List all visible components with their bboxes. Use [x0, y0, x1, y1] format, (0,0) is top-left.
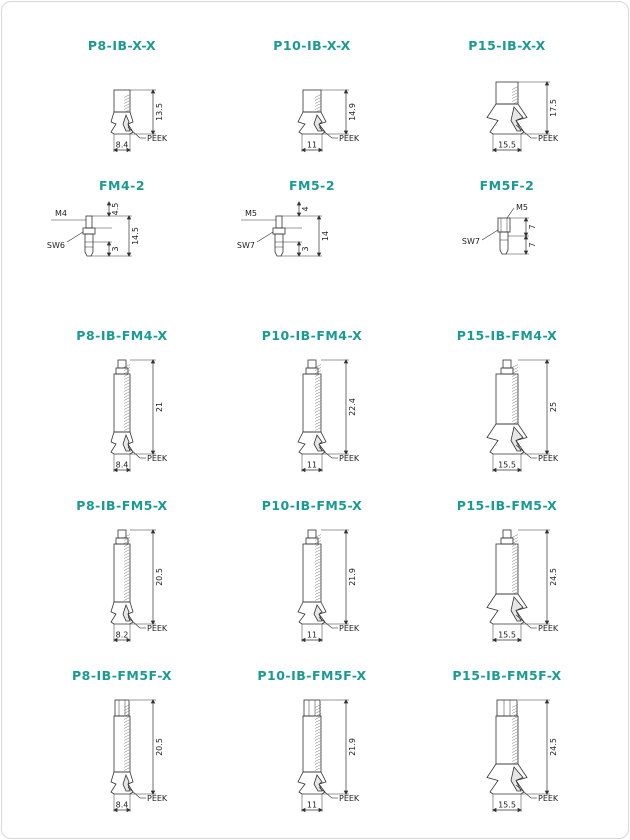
- body-hatch: [124, 535, 130, 601]
- catalog-sheet: [1, 1, 629, 839]
- arrow-head: [127, 253, 130, 256]
- cup-body: [114, 716, 130, 772]
- female-socket: [497, 700, 517, 716]
- arrow-head: [344, 530, 347, 533]
- hex-label: SW7: [461, 237, 480, 246]
- arrow-head: [127, 216, 130, 219]
- arrow-head: [518, 468, 521, 471]
- peek-leader: [516, 125, 531, 138]
- thread-stud: [308, 530, 316, 538]
- width-dimension: [302, 801, 322, 812]
- arrow-head: [317, 253, 320, 256]
- female-socket: [115, 700, 129, 716]
- cup-body: [114, 544, 130, 602]
- width-dimension-label: 8.2: [115, 630, 129, 640]
- hex-nut: [116, 538, 128, 544]
- width-dimension: [493, 141, 521, 152]
- material-label: PEEK: [147, 134, 168, 143]
- hex-label: SW7: [236, 241, 255, 250]
- lower-dimension-label: 7: [528, 242, 537, 248]
- product-title: FM5-2: [288, 178, 336, 193]
- arrow-head: [107, 253, 110, 256]
- height-dimension: [545, 530, 558, 624]
- width-dimension: [493, 801, 521, 812]
- height-dimension: [545, 360, 558, 454]
- height-dimension-label: 21.9: [348, 568, 357, 586]
- height-dimension: [127, 216, 140, 256]
- arrow-head: [518, 808, 521, 811]
- material-label: PEEK: [339, 794, 360, 803]
- hex-leader: [482, 230, 498, 240]
- female-socket: [498, 218, 510, 232]
- arrow-head: [297, 202, 300, 205]
- height-dimension-label: 14.9: [348, 103, 357, 121]
- lower-dimension: [297, 242, 310, 256]
- thread-stud: [503, 530, 511, 538]
- width-dimension-label: 11: [306, 800, 318, 810]
- upper-dimension-label: 7: [528, 224, 537, 230]
- material-label: PEEK: [147, 454, 168, 463]
- peek-leader: [516, 785, 531, 798]
- product-title: P8-IB-FM5F-X: [71, 668, 173, 683]
- height-dimension-label: 13.5: [155, 103, 164, 121]
- technical-drawing: [217, 56, 407, 186]
- height-dimension: [344, 530, 357, 624]
- hex-nut: [501, 538, 513, 544]
- arrow-head: [545, 700, 548, 703]
- material-label: PEEK: [538, 134, 559, 143]
- body-hatch: [124, 95, 130, 113]
- thread-stud: [276, 216, 282, 228]
- cup-body: [114, 374, 130, 432]
- product-cell: [27, 178, 217, 338]
- peek-leader: [319, 617, 332, 628]
- arrow-head: [493, 468, 496, 471]
- height-dimension-label: 21: [155, 401, 164, 413]
- arrow-head: [524, 236, 527, 239]
- height-dimension: [151, 530, 164, 624]
- arrow-head: [344, 360, 347, 363]
- height-dimension-label: 24.5: [549, 568, 558, 586]
- arrow-head: [319, 638, 322, 641]
- hex-label: SW6: [46, 241, 65, 250]
- arrow-head: [302, 638, 305, 641]
- cup-body: [114, 90, 130, 112]
- technical-drawing: [27, 516, 217, 646]
- width-dimension: [302, 461, 322, 472]
- technical-drawing: [27, 196, 217, 326]
- product-title: P10-IB-FM5F-X: [257, 668, 367, 683]
- peek-leader: [319, 447, 332, 458]
- peek-leader: [516, 445, 531, 458]
- body-hatch: [315, 535, 321, 601]
- product-title: P10-IB-X-X: [273, 38, 351, 53]
- product-cell: [412, 178, 602, 338]
- cup-body: [303, 716, 321, 772]
- arrow-head: [545, 82, 548, 85]
- technical-drawing: [27, 346, 217, 476]
- cup-body: [496, 716, 518, 764]
- height-dimension: [344, 360, 357, 454]
- technical-drawing: [412, 346, 602, 476]
- thread-label: M4: [55, 209, 67, 218]
- material-label: PEEK: [339, 134, 360, 143]
- thread-label: M5: [245, 209, 257, 218]
- arrow-head: [493, 148, 496, 151]
- barb-stem: [85, 234, 93, 256]
- arrow-head: [107, 242, 110, 245]
- product-title: P15-IB-FM5-X: [456, 498, 558, 513]
- product-title: FM5F-2: [479, 178, 535, 193]
- technical-drawing: [217, 346, 407, 476]
- hex-leader: [67, 232, 83, 242]
- height-dimension-label: 20.5: [155, 738, 164, 756]
- height-dimension-label: 25: [549, 401, 558, 413]
- thread-label: M5: [516, 203, 528, 212]
- product-cell: [412, 668, 602, 828]
- arrow-head: [297, 213, 300, 216]
- thread-stud: [118, 530, 126, 538]
- barb-stem: [500, 232, 508, 254]
- height-dimension-label: 17.5: [549, 99, 558, 117]
- arrow-head: [302, 148, 305, 151]
- arrow-head: [319, 468, 322, 471]
- arrow-head: [302, 468, 305, 471]
- width-dimension: [114, 141, 130, 152]
- product-cell: [27, 668, 217, 828]
- hex-leader: [257, 232, 273, 242]
- arrow-head: [518, 638, 521, 641]
- width-dimension-label: 15.5: [498, 800, 516, 810]
- arrow-head: [344, 90, 347, 93]
- upper-dimension: [524, 218, 537, 236]
- width-dimension: [302, 631, 322, 642]
- thread-stud: [118, 360, 126, 368]
- height-dimension: [151, 90, 164, 134]
- cup-body: [496, 82, 518, 104]
- height-dimension: [317, 216, 330, 256]
- arrow-head: [524, 218, 527, 221]
- arrow-head: [151, 90, 154, 93]
- width-dimension-label: 15.5: [498, 460, 516, 470]
- product-cell: [27, 498, 217, 658]
- body-hatch: [512, 87, 518, 105]
- height-dimension: [344, 700, 357, 794]
- top-dimension-label: 4.5: [111, 202, 120, 216]
- product-cell: [412, 328, 602, 488]
- width-dimension-label: 11: [306, 140, 318, 150]
- arrow-head: [524, 251, 527, 254]
- material-label: PEEK: [339, 454, 360, 463]
- barb-stem: [275, 234, 283, 256]
- arrow-head: [493, 638, 496, 641]
- product-cell: [217, 178, 407, 338]
- arrow-head: [297, 242, 300, 245]
- product-title: P8-IB-FM4-X: [76, 328, 168, 343]
- arrow-head: [344, 700, 347, 703]
- height-dimension: [545, 82, 558, 134]
- peek-leader: [319, 787, 332, 798]
- body-hatch: [315, 95, 321, 113]
- width-dimension-label: 8.4: [115, 140, 129, 150]
- width-dimension-label: 11: [306, 630, 318, 640]
- arrow-head: [297, 253, 300, 256]
- material-label: PEEK: [147, 794, 168, 803]
- top-dimension: [107, 202, 120, 216]
- arrow-head: [319, 148, 322, 151]
- width-dimension: [302, 141, 322, 152]
- technical-drawing: [412, 56, 602, 186]
- technical-drawing: [217, 686, 407, 816]
- height-dimension: [151, 360, 164, 454]
- technical-drawing: [217, 196, 407, 326]
- height-dimension-label: 20.5: [155, 568, 164, 586]
- cup-body: [303, 90, 321, 112]
- product-title: P10-IB-FM5-X: [261, 498, 363, 513]
- technical-drawing: [412, 196, 602, 326]
- hex-nut: [83, 228, 95, 234]
- cup-body: [303, 374, 321, 432]
- product-cell: [412, 38, 602, 198]
- width-dimension-label: 15.5: [498, 630, 516, 640]
- peek-leader: [516, 615, 531, 628]
- thread-stud: [308, 360, 316, 368]
- product-cell: [27, 328, 217, 488]
- width-dimension: [493, 631, 521, 642]
- product-title: FM4-2: [98, 178, 146, 193]
- product-cell: [217, 328, 407, 488]
- material-label: PEEK: [538, 794, 559, 803]
- arrow-head: [493, 808, 496, 811]
- technical-drawing: [27, 56, 217, 186]
- height-dimension-label: 14.5: [131, 227, 140, 245]
- lower-dimension-label: 3: [301, 246, 310, 252]
- female-socket: [304, 700, 320, 716]
- width-dimension-label: 11: [306, 460, 318, 470]
- product-cell: [217, 38, 407, 198]
- hex-nut: [116, 368, 128, 374]
- product-cell: [217, 498, 407, 658]
- height-dimension: [344, 90, 357, 134]
- top-dimension-label: 4: [301, 206, 310, 212]
- width-dimension-label: 15.5: [498, 140, 516, 150]
- width-dimension-label: 8.4: [115, 460, 129, 470]
- cup-body: [303, 544, 321, 602]
- product-title: P15-IB-FM5F-X: [452, 668, 562, 683]
- technical-drawing: [412, 686, 602, 816]
- product-cell: [27, 38, 217, 198]
- height-dimension-label: 22.4: [348, 398, 357, 416]
- material-label: PEEK: [538, 624, 559, 633]
- hex-nut: [273, 228, 285, 234]
- material-label: PEEK: [538, 454, 559, 463]
- technical-drawing: [27, 686, 217, 816]
- product-cell: [412, 498, 602, 658]
- width-dimension: [114, 631, 130, 642]
- height-dimension-label: 21.9: [348, 738, 357, 756]
- arrow-head: [151, 700, 154, 703]
- product-title: P15-IB-X-X: [468, 38, 546, 53]
- product-cell: [217, 668, 407, 828]
- arrow-head: [151, 360, 154, 363]
- product-title: P8-IB-X-X: [87, 38, 157, 53]
- material-label: PEEK: [147, 624, 168, 633]
- height-dimension-label: 24.5: [549, 738, 558, 756]
- width-dimension-label: 8.4: [115, 800, 129, 810]
- arrow-head: [319, 808, 322, 811]
- product-title: P8-IB-FM5-X: [76, 498, 168, 513]
- width-dimension: [114, 801, 130, 812]
- lower-dimension: [107, 242, 120, 256]
- arrow-head: [518, 148, 521, 151]
- arrow-head: [302, 808, 305, 811]
- width-dimension: [493, 461, 521, 472]
- material-label: PEEK: [339, 624, 360, 633]
- arrow-head: [545, 360, 548, 363]
- height-dimension-label: 14: [321, 230, 330, 242]
- height-dimension: [545, 700, 558, 794]
- lower-dimension: [524, 236, 537, 254]
- width-dimension: [114, 461, 130, 472]
- technical-drawing: [217, 516, 407, 646]
- height-dimension: [151, 700, 164, 794]
- thread-leader: [507, 208, 514, 218]
- technical-drawing: [412, 516, 602, 646]
- lower-dimension-label: 3: [111, 246, 120, 252]
- arrow-head: [151, 530, 154, 533]
- hex-nut: [501, 368, 513, 374]
- peek-leader: [319, 127, 332, 138]
- thread-stud: [503, 360, 511, 368]
- top-dimension: [297, 202, 310, 216]
- thread-stud: [86, 216, 92, 228]
- arrow-head: [545, 530, 548, 533]
- product-title: P10-IB-FM4-X: [261, 328, 363, 343]
- arrow-head: [317, 216, 320, 219]
- product-title: P15-IB-FM4-X: [456, 328, 558, 343]
